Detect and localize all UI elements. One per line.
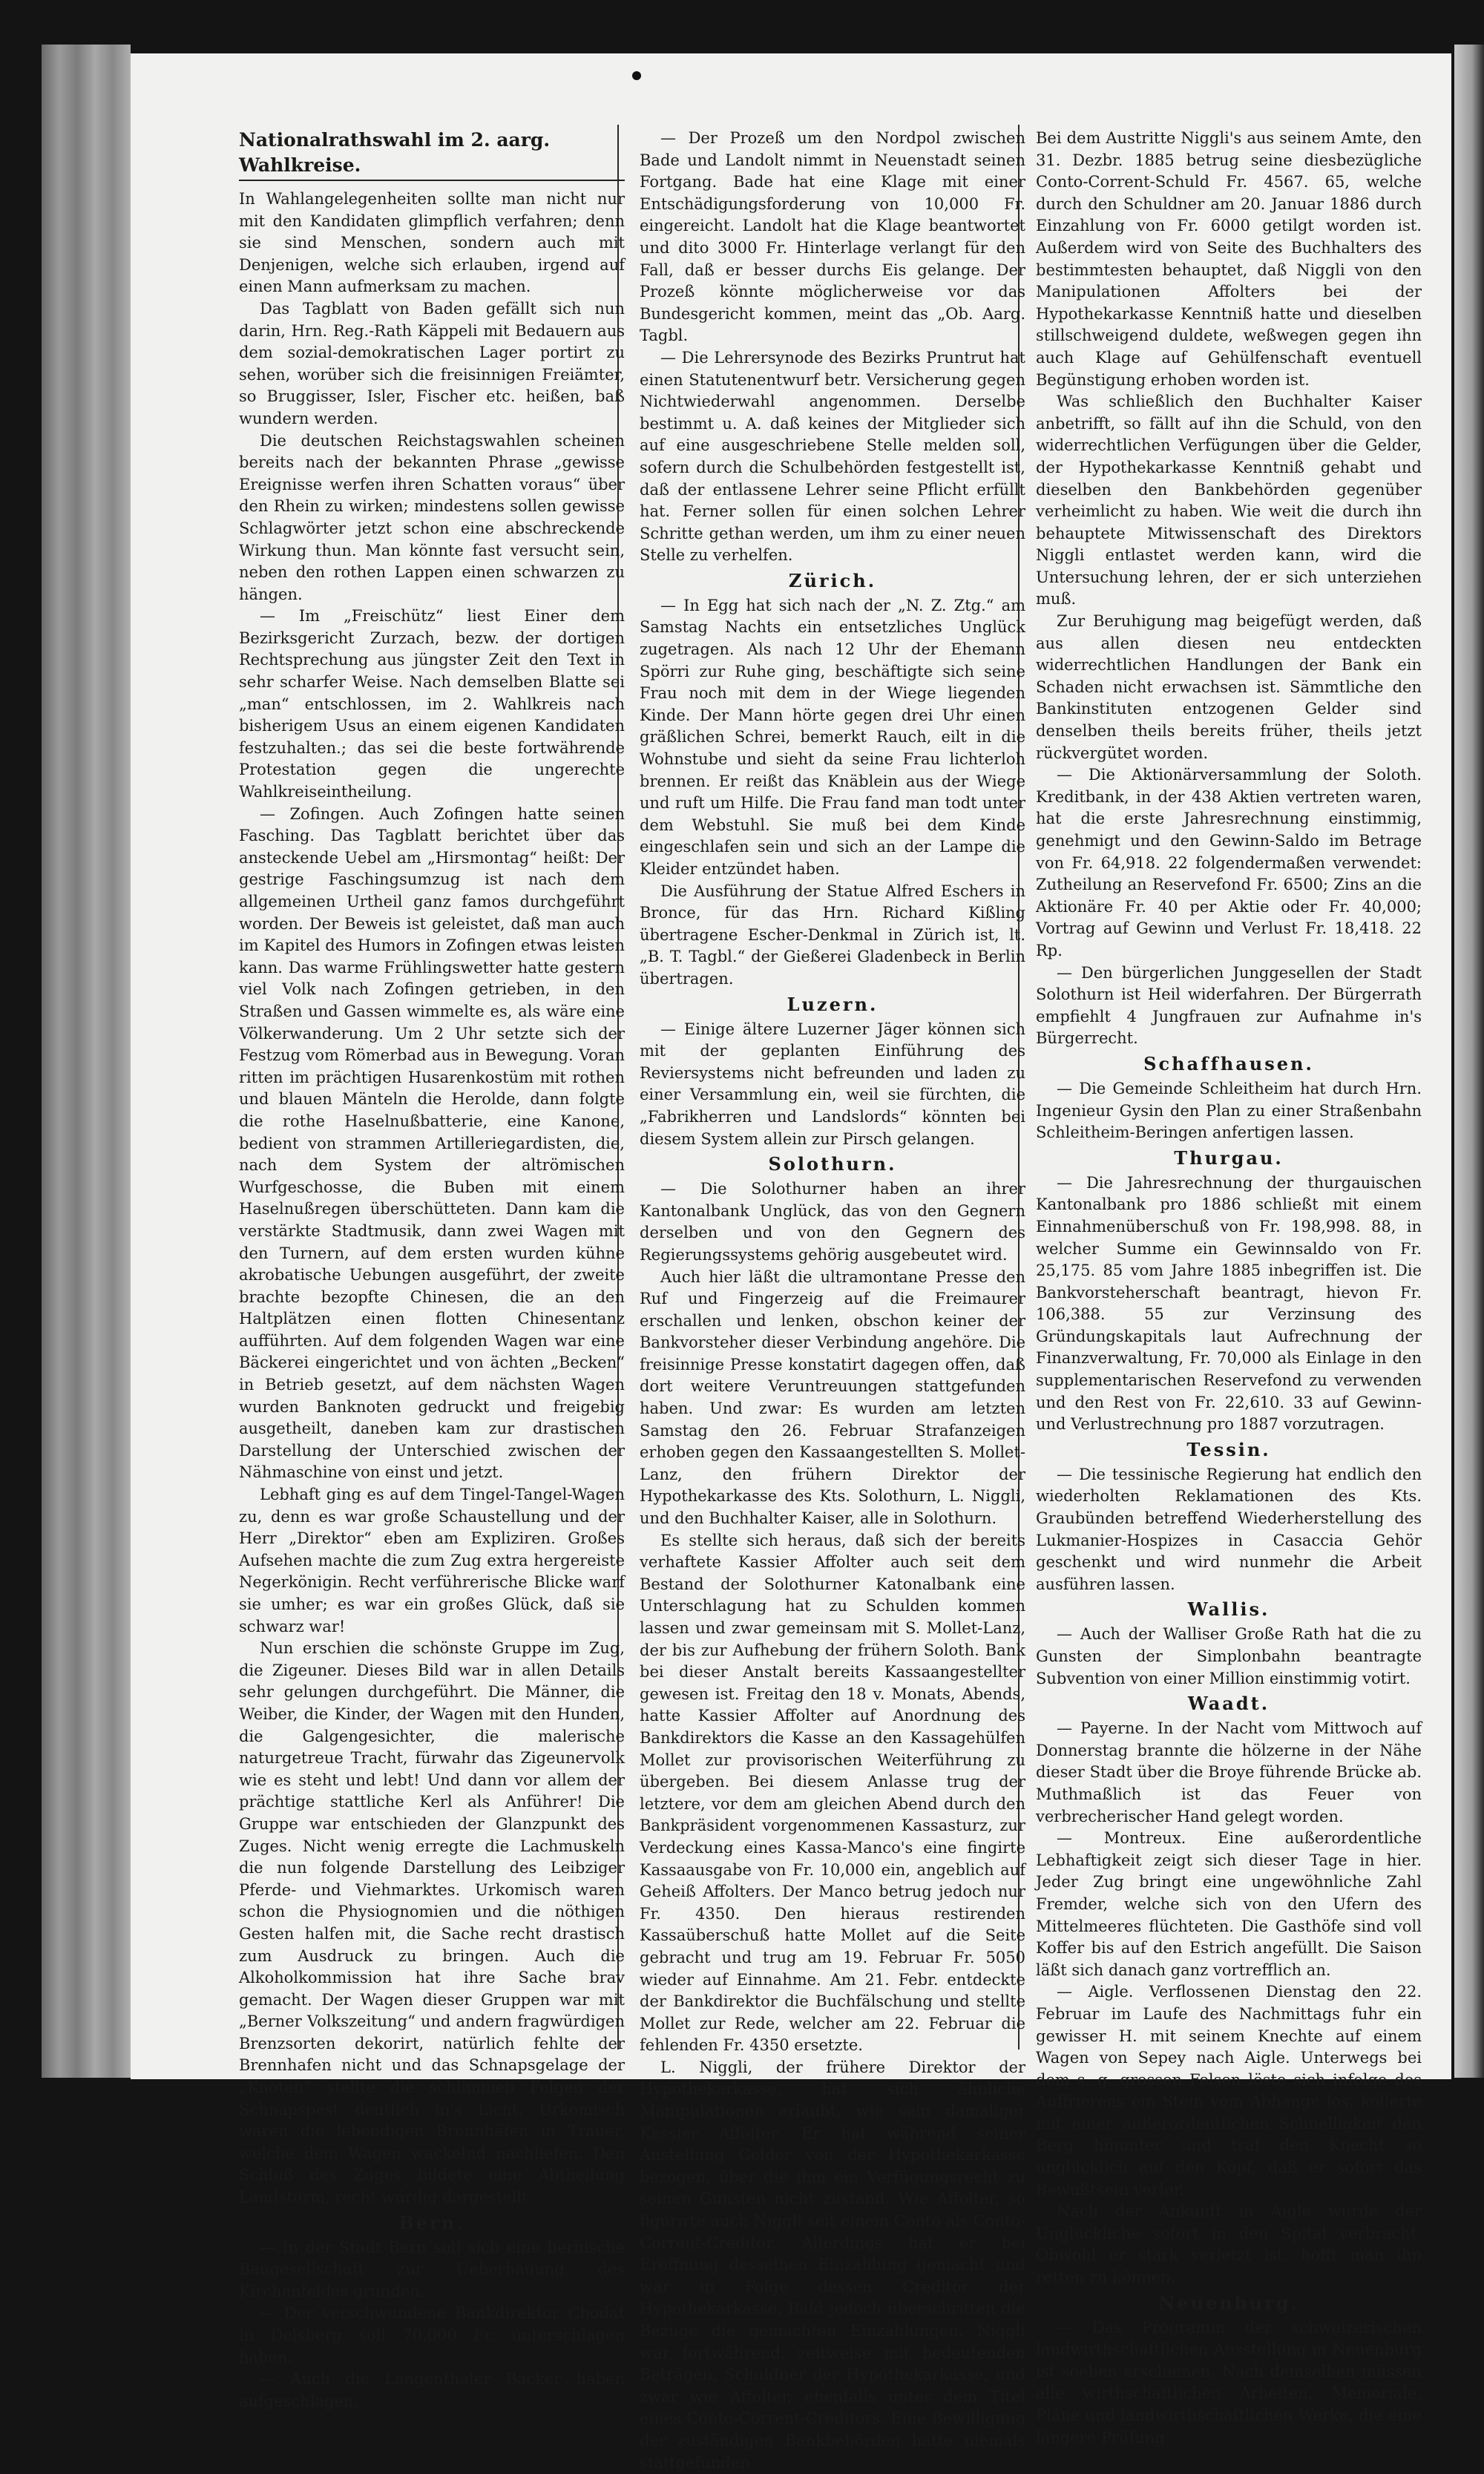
- article-paragraph: — Aigle. Verflossenen Dienstag den 22. Februar im Laufe des Nachmittags fuhr ein gewisser H. mit seinem Knechte auf einem Wagen von Sepey nach Aigle. Unterwegs bei dem s. g. grossen Felsen löste sich infolge des Auffrierens ein Stein vom Abhange los, kollerte mit einer außerordentlichen Schnelligkeit den Berg hinunter und traf den Knecht so unglücklich auf den Kopf, daß er sofort das Bewußtsein verlor.: [1036, 1983, 1422, 2199]
- article-paragraph: — Payerne. In der Nacht vom Mittwoch auf Donnerstag brannte die hölzerne in der Nähe dieser Stadt über die Broye führende Brücke ab. Muthmaßlich ist das Feuer von verbrecherischer Hand gelegt worden.: [1036, 1719, 1422, 1825]
- section-heading-schaffhausen: Schaffhausen.: [1143, 1052, 1314, 1074]
- article-paragraph: Was schließlich den Buchhalter Kaiser anbetrifft, so fällt auf ihn die Schuld, von den widerrechtlichen Verfügungen über die Gelder, der Hypothekarkasse Kenntniß gehabt und dieselben den Bankbehörden gegenüber verheimlicht zu haben. Wie weit die durch ihn behauptete Mitwissenschaft des Direktors Niggli entlastet werden kann, wird die Untersuchung lehren, der er sich unterziehen muß.: [1036, 393, 1422, 608]
- article-paragraph: — In der Stadt Bern soll sich eine bernische Baugesellschaft zur Ueberbauung des Kirchenfeldes gründen.: [239, 2238, 625, 2300]
- section-heading-zuerich: Zürich.: [788, 569, 877, 591]
- article-paragraph: Zur Beruhigung mag beigefügt werden, daß aus allen diesen neu entdeckten widerrechtlichen Handlungen der Bank ein Schaden nicht erwachsen ist. Sämmtliche den Bankinstituten entzogenen Gelder sind denselben theils bereits früher, theils jetzt rückvergütet worden.: [1036, 612, 1422, 762]
- article-paragraph: Die Ausführung der Statue Alfred Eschers in Bronce, für das Hrn. Richard Kißling übertragene Escher-Denkmal in Zürich ist, lt. „B. T. Tagbl.“ der Gießerei Gladenbeck in Berlin übertragen.: [640, 882, 1025, 988]
- article-paragraph: Auch hier läßt die ultramontane Presse den Ruf und Fingerzeig auf die Freimaurer erschallen und lenken, obschon keiner der Bankvorsteher dieser Verbindung angehöre. Die freisinnige Presse konstatirt dagegen offen, daß dort weitere Veruntreuungen stattgefunden haben. Und zwar: Es wurden am letzten Samstag den 26. Februar Strafanzeigen erhoben gegen den Kassaangestellten S. Mollet-Lanz, den frühern Direktor der Hypothekarkasse des Kts. Solothurn, L. Niggli, und den Buchhalter Kaiser, alle in Solothurn.: [640, 1267, 1025, 1528]
- article-paragraph: — In Egg hat sich nach der „N. Z. Ztg.“ am Samstag Nachts ein entsetzliches Unglück zugetragen. Als nach 12 Uhr der Ehemann Spörri zur Ruhe ging, beschäftigte sich seine Frau noch mit dem in der Wiege liegenden Kinde. Der Mann hörte gegen drei Uhr einen gräßlichen Schrei, bemerkt Rauch, eilt in die Wohnstube und sieht da seine Frau lichterloh brennen. Er reißt das Knäblein aus der Wiege und ruft um Hilfe. Die Frau fand man todt unter dem Webstuhl. Sie muß bei dem Kinde eingeschlafen sein und sich an der Lampe die Kleider entzündet haben.: [640, 596, 1025, 878]
- article-paragraph: — Der Prozeß um den Nordpol zwischen Bade und Landolt nimmt in Neuenstadt seinen Fortgang. Bade hat eine Klage mit einer Entschädigungsforderung von 10,000 Fr. eingereicht. Landolt hat die Klage beantwortet und dito 3000 Fr. Hinterlage verlangt für den Fall, daß er besser durchs Eis gelange. Der Prozeß könnte möglicherweise vor das Bundesgericht kommen, meint das „Ob. Aarg. Tagbl.: [640, 129, 1025, 345]
- section-heading-solothurn: Solothurn.: [768, 1153, 897, 1175]
- article-paragraph: — Die tessinische Regierung hat endlich den wiederholten Reklamationen des Kts. Graubünden betreffend Wiederherstellung des Lukmanier-Hospizes in Casaccia Gehör geschenkt und wird nunmehr die Arbeit ausführen lassen.: [1036, 1465, 1422, 1593]
- article-paragraph: — Zofingen. Auch Zofingen hatte seinen Fasching. Das Tagblatt berichtet über das ansteckende Uebel am „Hirsmontag“ heißt: Der gestrige Faschingsumzug ist nach dem allgemeinen Urtheil ganz famos durchgeführt worden. Der Beweis ist geleistet, daß man auch im Kapitel des Humors in Zofingen etwas leisten kann. Das warme Frühlingswetter hatte gestern viel Volk nach Zofingen getrieben, in den Straßen und Gassen wimmelte es, als wäre eine Völkerwanderung. Um 2 Uhr setzte sich der Festzug vom Römerbad aus in Bewegung. Voran ritten im prächtigen Husarenkostüm mit rothen und blauen Mänteln die Herolde, dann folgte die rothe Haselnußbatterie, eine Kanone, bedient von strammen Artilleriegardisten, die, nach dem System der altrömischen Wurfgeschosse, die Buben mit einem Haselnußregen überschütteten. Dann kam die verstärkte Stadtmusik, dann zwei Wagen mit den Turnern, auf dem ersten wurden kühne akrobatische Uebungen ausgeführt, der zweite brachte bezopfte Chinesen, die an den Haltplätzen einen flotten Chinesentanz aufführten. Auf dem folgenden Wagen war eine Bäckerei eingerichtet und von ächten „Becken“ in Betrieb gesetzt, auf dem nächsten Wagen wurden Banknoten gedruckt und freigebig ausgetheilt, daneben kam zur drastischen Darstellung der Unterschied zwischen der Nähmaschine von einst und jetzt.: [239, 804, 625, 1482]
- article-paragraph: — Montreux. Eine außerordentliche Lebhaftigkeit zeigt sich dieser Tage in hier. Jeder Zug bringt eine ungewöhnliche Zahl Fremder, welche sich von den Ufern des Mittelmeeres flüchteten. Die Gasthöfe sind voll Koffer bis auf den Estrich angefüllt. Die Saison läßt sich danach ganz vortrefflich an.: [1036, 1829, 1422, 1979]
- section-heading-thurgau: Thurgau.: [1174, 1146, 1284, 1169]
- article-paragraph: Das Tagblatt von Baden gefällt sich nun darin, Hrn. Reg.-Rath Käppeli mit Bedauern aus dem sozial-demokratischen Lager portirt zu sehen, worüber sich die freisinnigen Freiämter, so Bruggisser, Isler, Fischer etc. heißen, baß wundern werden.: [239, 299, 625, 427]
- article-paragraph: Bei dem Austritte Niggli's aus seinem Amte, den 31. Dezbr. 1885 betrug seine diesbezügliche Conto-Corrent-Schuld Fr. 4567. 65, welche durch den Schuldner am 20. Januar 1886 durch Einzahlung von Fr. 6000 getilgt worden ist. Außerdem wird von Seite des Buchhalters des bestimmtesten behauptet, daß Niggli von den Manipulationen Affolters bei der Hypothekarkasse Kenntniß hatte und dieselben stillschweigend duldete, weßwegen gegen ihn auch Klage auf Gehülfenschaft eventuell Begünstigung erhoben worden ist.: [1036, 129, 1422, 389]
- book-spine: [42, 45, 131, 2078]
- article-paragraph: Nun erschien die schönste Gruppe im Zug, die Zigeuner. Dieses Bild war in allen Details sehr gelungen durchgeführt. Die Männer, die Weiber, die Kinder, der Wagen mit den Hunden, die Galgengesichter, die malerische naturgetreue Tracht, fürwahr das Zigeunervolk wie es steht und lebt! Und dann vor allem der prächtige stattliche Kerl als Anführer! Die Gruppe war entschieden der Glanzpunkt des Zuges. Nicht wenig erregte die Lachmuskeln die nun folgende Darstellung des Leibziger Pferde- und Viehmarktes. Urkomisch waren schon die Physiognomien und die nöthigen Gesten halfen mit, die Sache recht drastisch zum Ausdruck zu bringen. Auch die Alkoholkommission hat ihre Sache brav gemacht. Der Wagen dieser Gruppen war mit „Berner Volkszeitung“ und andern fragwürdigen Brenzsorten dekorirt, natürlich fehlte der Brennhafen nicht und das Schnapsgelage der „Knoten“ stellte die schlimmen Folgen der Schnapspest deutlich in's Licht. Urkomisch waren die lebendigen Brennhäfen in Trauer, welche dem Wagen wackelnd nachliefen. Den Schluß des Zuges bildete eine Abtheilung Landsturm, recht würdig dargestellt.: [239, 1639, 625, 2207]
- article-paragraph: — Die Gemeinde Schleitheim hat durch Hrn. Ingenieur Gysin den Plan zu einer Straßenbahn Schleitheim-Beringen anfertigen lassen.: [1036, 1079, 1422, 1142]
- article-paragraph: L. Niggli, der frühere Direktor der Hypothekarkasse, hat sich ähnliche Manipulationen erlaubt, wie sein damaliger Kassier Affolter. Er hat während seiner Anstellung Gelder von der Hypothekarkasse bezogen, über die ihm ein Verfügungsrecht zu seinen Gunsten nicht zustand. Wie Affolter, so figurirte auch Niggli seit einem Conto als Conto-Corrent-Creditor. Allerdings hat er bei Eröffnung desselben Einzahlung gemacht und war in Folge dessen Creditor der Hypothekarkasse. Bald jedoch überschritten die Bezüge die gemachten Einzahlungen. Niggli war fortwährend, zeitweise mit bedeutenden Beträgen, Schuldner der Hypothekarkasse, und zwar wie Affolter, ebenfalls unter dem Titel eines Conto-Corrent-Creditors. Eine Bewilligung der zuständigen Bankbehörden hatte niemals stattgefunden.: [640, 2058, 1025, 2472]
- article-paragraph: — Die Lehrersynode des Bezirks Pruntrut hat einen Statutenentwurf betr. Versicherung gegen Nichtwiederwahl angenommen. Derselbe bestimmt u. A. daß keines der Mitglieder sich auf eine ausgeschriebene Stelle melden soll, sofern durch die Schulbehörden festgestellt ist, daß der entlassene Lehrer seine Pflicht erfüllt hat. Ferner sollen für einen solchen Lehrer Schritte gethan werden, um ihm zu einer neuen Stelle zu verhelfen.: [640, 348, 1025, 565]
- section-heading-waadt: Waadt.: [1187, 1693, 1270, 1715]
- column-3: [1036, 128, 1422, 2447]
- article-paragraph: Die deutschen Reichstagswahlen scheinen bereits nach der bekannten Phrase „gewisse Ereignisse werfen ihren Schatten voraus“ über den Rhein zu wirken; mindestens sollen gewisse Schlagwörter jetzt schon eine abschreckende Wirkung thun. Man könnte fast versucht sein, neben den rothen Lappen einen schwarzen zu hängen.: [239, 431, 625, 603]
- article-paragraph: — Einige ältere Luzerner Jäger können sich mit der geplanten Einführung des Reviersystems nicht befreunden und laden zu einer Versammlung ein, weil sie fürchten, die „Fabrikherren und Landslords“ könnten bei diesem System allein zur Pirsch gelangen.: [640, 1020, 1025, 1148]
- section-heading-wallis: Wallis.: [1187, 1598, 1270, 1621]
- article-paragraph: — Im „Freischütz“ liest Einer dem Bezirksgericht Zurzach, bezw. der dortigen Rechtsprechung aus jüngster Zeit den Text in sehr scharfer Weise. Nach demselben Blatte sei „man“ entschlossen, im 2. Wahlkreis nach bisherigem Usus an einem eigenen Kandidaten festzuhalten.; das sei die beste fortwährende Protestation gegen die ungerechte Wahlkreiseintheilung.: [239, 607, 625, 801]
- article-paragraph: — Das Programm der schweizerischen landwirthschaftlichen Ausstellung in Neuenburg ist soeben erschienen. Nach demselben müssen alle wirthschaftlichen Arbeiten, Memoriale, Pläne und landwirthschaftlichen Werke, die eine längere Prüfung: [1036, 2318, 1422, 2447]
- article-paragraph: In Wahlangelegenheiten sollte man nicht nur mit den Kandidaten glimpflich verfahren; denn sie sind Menschen, sondern auch mit Denjenigen, welche sich erlauben, irgend auf einen Mann aufmerksam zu machen.: [239, 190, 625, 296]
- column-2: [640, 128, 1025, 2472]
- section-heading-bern: Bern.: [398, 2211, 465, 2234]
- article-paragraph: — Die Aktionärversammlung der Soloth. Kreditbank, in der 438 Aktien vertreten waren, hat die erste Jahresrechnung einstimmig, genehmigt und den Gewinn-Saldo im Betrage von Fr. 64,918. 22 folgendermaßen verwendet: Zutheilung an Reservefond Fr. 6500; Zins an die Aktionäre Fr. 40 per Aktie oder Fr. 40,000; Vortrag auf Gewinn und Verlust Fr. 18,418. 22 Rp.: [1036, 766, 1422, 959]
- column-1: [239, 128, 625, 2410]
- binding-hole: [632, 71, 641, 80]
- section-heading-tessin: Tessin.: [1186, 1438, 1271, 1460]
- article-paragraph: — Auch die Langenthaler Bäcker haben aufgeschlagen.: [239, 2370, 625, 2410]
- headline: Nationalrathswahl im 2. aarg. Wahlkreise.: [239, 128, 625, 181]
- section-heading-neuenburg: Neuenburg.: [1158, 2291, 1299, 2314]
- article-paragraph: — Den bürgerlichen Junggesellen der Stadt Solothurn ist Heil widerfahren. Der Bürgerrath empfiehlt 4 Jungfrauen zur Aufnahme in's Bürgerrecht.: [1036, 963, 1422, 1048]
- section-heading-luzern: Luzern.: [787, 993, 879, 1015]
- newspaper-page: [131, 53, 1451, 2472]
- article-paragraph: — Die Jahresrechnung der thurgauischen Kantonalbank pro 1886 schließt mit einem Einnahmenüberschuß von Fr. 198,998. 88, in welcher Summe ein Gewinnsaldo von Fr. 25,175. 85 vom Jahre 1885 inbegriffen ist. Die Bankvorsteherschaft beantragt, hievon Fr. 106,388. 55 zur Verzinsung des Gründungskapitals laut Aufrechnung der Finanzverwaltung, Fr. 70,000 als Einlage in den supplementarischen Reservefond zu verwenden und den Rest von Fr. 22,610. 33 auf Gewinn- und Verlustrechnung pro 1887 vorzutragen.: [1036, 1173, 1422, 1434]
- article-paragraph: Lebhaft ging es auf dem Tingel-Tangel-Wagen zu, denn es war große Schaustellung und der Herr „Direktor“ eben am Expliziren. Großes Aufsehen machte die zum Zug extra hergereiste Negerkönigin. Recht verführerische Blicke warf sie umher; es war ein großes Glück, daß sie schwarz war!: [239, 1486, 625, 1635]
- page-edge: [1454, 45, 1484, 2078]
- article-paragraph: — Auch der Walliser Große Rath hat die zu Gunsten der Simplonbahn beantragte Subvention von einer Million einstimmig votirt.: [1036, 1625, 1422, 1687]
- article-paragraph: Nach der Ankunft in Aigle wurde der Unglückliche sofort in den Spital verbracht. Obwohl er stark verletzt ist, hofft man ihn retten zu können.: [1036, 2202, 1422, 2287]
- article-paragraph: — Die Solothurner haben an ihrer Kantonalbank Unglück, das von den Gegnern derselben und von den Gegnern des Regierungssystems gehörig ausgebeutet wird.: [640, 1180, 1025, 1264]
- article-paragraph: — Der verschwundene Bankdirektor Chodat in Delsberg soll 70,000 Fr. unterschlagen haben.: [239, 2304, 625, 2366]
- article-paragraph: Es stellte sich heraus, daß sich der bereits verhaftete Kassier Affolter auch seit dem Bestand der Solothurner Katonalbank eine Unterschlagung hat zu Schulden kommen lassen und zwar gemeinsam mit S. Mollet-Lanz, der bis zur Aufhebung der frühern Soloth. Bank bei dieser Anstalt bereits Kassaangestellter gewesen ist. Freitag den 18 v. Monats, Abends, hatte Kassier Affolter auf Anordnung des Bankdirektors die Kasse an den Kassagehülfen Mollet zur provisorischen Weiterführung zu übergeben. Bei diesem Anlasse trug der letztere, vor dem am gleichen Abend durch den Bankpräsident vorgenommenen Kassasturz, zur Verdeckung eines Kassa-Manco's eine fingirte Kassaausgabe von Fr. 10,000 ein, angeblich auf Geheiß Affolters. Der Manco betrug jedoch nur Fr. 4350. Den hieraus restirenden Kassaüberschuß hatte Mollet auf die Seite gebracht und trug am 19. Februar Fr. 5050 wieder auf Einnahme. Am 21. Febr. entdeckte der Bankdirektor die Buchfälschung und stellte Mollet zur Rede, welcher am 22. Februar die fehlenden Fr. 4350 ersetzte.: [640, 1531, 1025, 2055]
